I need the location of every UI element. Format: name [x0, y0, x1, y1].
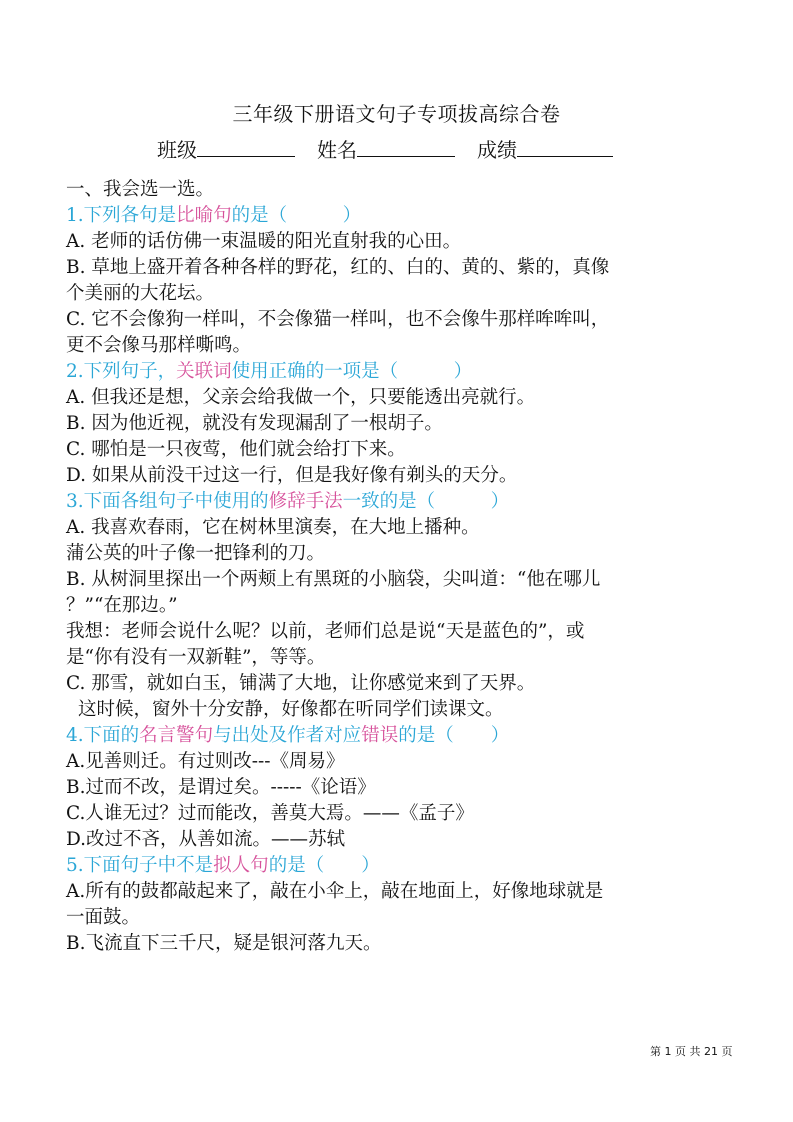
option-1a: A. 老师的话仿佛一束温暖的阳光直射我的心田。: [66, 231, 462, 252]
keyword-highlight: 比喻句: [176, 205, 232, 226]
option-5a-cont: 一面鼓。: [66, 907, 141, 928]
score-field[interactable]: [517, 138, 613, 157]
option-3c: C. 那雪，就如白玉，铺满了大地，让你感觉来到了天界。: [66, 673, 536, 694]
option-2d: D. 如果从前没干过这一行，但是我好像有剃头的天分。: [66, 465, 518, 486]
question-3: 3.下面各组句子中使用的修辞手法一致的是（ ）: [66, 491, 510, 512]
questions-body: [66, 177, 726, 957]
option-3c-cont: 这时候，窗外十分安静，好像都在听同学们读课文。: [78, 699, 504, 720]
option-2c: C. 哪怕是一只夜莺，他们就会给打下来。: [66, 439, 406, 460]
keyword-highlight: 错误: [361, 725, 399, 746]
page-title: 三年级下册语文句子专项拔高综合卷: [232, 102, 561, 126]
class-label: 班级: [157, 138, 197, 162]
option-4a: A.见善则迁。有过则改---《周易》: [66, 751, 345, 772]
keyword-highlight: 修辞手法: [268, 491, 343, 512]
option-4b: B.过而不改，是谓过矣。-----《论语》: [66, 777, 376, 798]
keyword-highlight: 关联词: [176, 361, 232, 382]
question-1: 1.下列各句是比喻句的是（ ）: [66, 205, 362, 226]
option-3a-cont: 蒲公英的叶子像一把锋利的刀。: [66, 543, 326, 564]
keyword-highlight: 拟人句: [213, 855, 269, 876]
keyword-highlight: 名言警句: [139, 725, 214, 746]
option-1b: B. 草地上盛开着各种各样的野花，红的、白的、黄的、紫的，真像: [66, 257, 610, 278]
option-4c: C.人谁无过？过而能改，善莫大焉。——《孟子》: [66, 803, 474, 824]
option-5a: A.所有的鼓都敲起来了，敲在小伞上，敲在地面上，好像地球就是: [66, 881, 604, 902]
question-2: 2.下列句子，关联词使用正确的一项是（ ）: [66, 361, 473, 382]
option-3b-cont2: 我想：老师会说什么呢？以前，老师们总是说“天是蓝色的”，或: [66, 621, 585, 642]
score-label: 成绩: [477, 138, 517, 162]
option-3a: A. 我喜欢春雨，它在树林里演奏，在大地上播种。: [66, 517, 480, 538]
name-field[interactable]: [357, 138, 455, 157]
question-5: 5.下面句子中不是拟人句的是（ ）: [66, 855, 380, 876]
option-2b: B. 因为他近视，就没有发现漏刮了一根胡子。: [66, 413, 443, 434]
name-label: 姓名: [317, 138, 357, 162]
option-3b-cont3: 是“你有没有一双新鞋”，等等。: [66, 647, 326, 668]
option-1c-cont: 更不会像马那样嘶鸣。: [66, 335, 252, 356]
option-4d: D.改过不吝，从善如流。——苏轼: [66, 829, 346, 850]
option-2a: A. 但我还是想，父亲会给我做一个，只要能透出亮就行。: [66, 387, 536, 408]
option-1b-cont: 个美丽的大花坛。: [66, 283, 215, 304]
option-3b-cont: ？”“在那边。”: [66, 595, 178, 616]
option-1c: C. 它不会像狗一样叫，不会像猫一样叫，也不会像牛那样哞哞叫，: [66, 309, 610, 330]
section-heading: 一、我会选一选。: [66, 179, 215, 200]
class-field[interactable]: [197, 138, 295, 157]
page-number: 第 1 页 共 21 页: [650, 1045, 733, 1058]
option-3b: B. 从树洞里探出一个两颊上有黑斑的小脑袋，尖叫道：“他在哪儿: [66, 569, 601, 590]
option-5b: B.飞流直下三千尺，疑是银河落九天。: [66, 933, 382, 954]
student-info-row: [157, 134, 613, 163]
question-4: 4.下面的名言警句与出处及作者对应错误的是（ ）: [66, 725, 510, 746]
